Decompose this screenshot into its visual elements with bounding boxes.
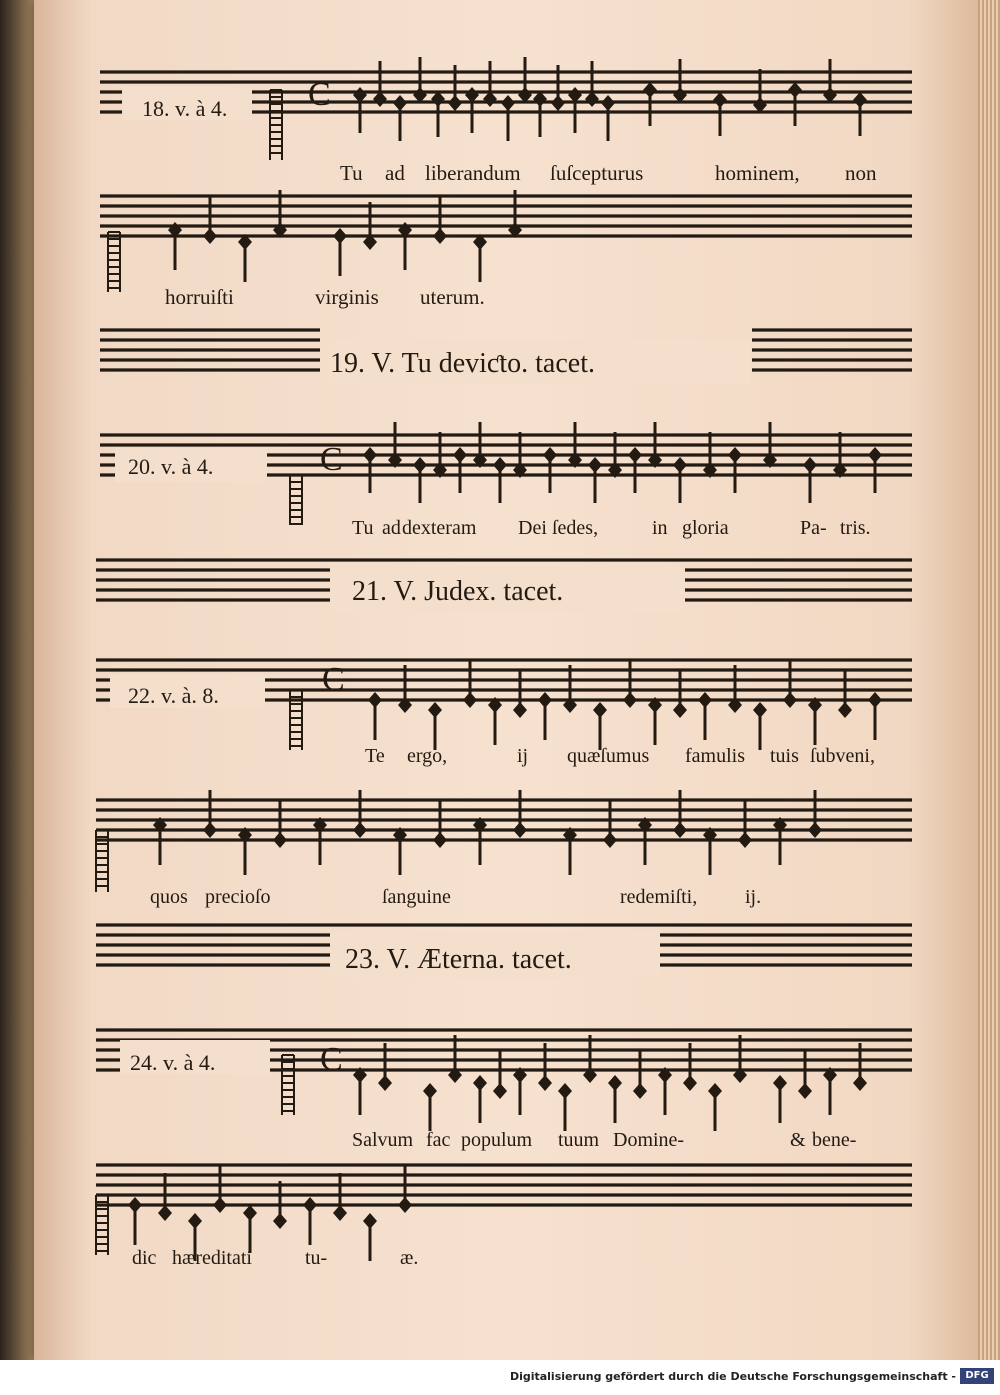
- section-label-20: 20. v. à 4.: [128, 454, 214, 479]
- svg-text:fac: fac: [426, 1129, 451, 1151]
- svg-text:famulis: famulis: [685, 745, 745, 767]
- svg-text:gloria: gloria: [682, 517, 729, 539]
- svg-text:æ.: æ.: [400, 1247, 419, 1269]
- svg-text:hæreditati: hæreditati: [172, 1247, 252, 1269]
- svg-text:dexteram: dexteram: [402, 517, 477, 539]
- lyrics-24: [352, 1129, 856, 1151]
- svg-text:ad: ad: [385, 161, 405, 185]
- lyrics-18b: [165, 285, 485, 309]
- svg-text:&: &: [790, 1129, 806, 1151]
- svg-text:dic: dic: [132, 1247, 157, 1269]
- svg-text:populum: populum: [461, 1129, 533, 1151]
- svg-text:horruiſti: horruiſti: [165, 285, 234, 309]
- footer-credit: Digitalisierung gefördert durch die Deutsche Forschungsgemeinschaft -: [509, 1370, 956, 1383]
- lyrics-24b: [132, 1247, 418, 1269]
- svg-text:hominem,: hominem,: [715, 161, 800, 185]
- staff-lines: [96, 72, 912, 1205]
- svg-text:ergo,: ergo,: [407, 745, 448, 767]
- svg-text:Dei: Dei: [518, 517, 547, 539]
- section-label-24: 24. v. à 4.: [130, 1050, 216, 1075]
- svg-text:ſuſcepturus: ſuſcepturus: [550, 161, 644, 185]
- svg-text:ij.: ij.: [745, 886, 762, 908]
- svg-text:ij: ij: [517, 745, 529, 767]
- svg-text:Pa-: Pa-: [800, 517, 827, 539]
- svg-text:quos: quos: [150, 886, 188, 908]
- svg-text:tu-: tu-: [305, 1247, 328, 1269]
- svg-text:quæſumus: quæſumus: [567, 745, 650, 767]
- svg-text:bene-: bene-: [812, 1129, 857, 1151]
- lyrics-18: [340, 161, 877, 185]
- mensuration-sign: C: [320, 441, 343, 478]
- svg-text:ſanguine: ſanguine: [382, 886, 451, 908]
- digitization-footer: [0, 1360, 1000, 1395]
- svg-text:liberandum: liberandum: [425, 161, 521, 185]
- svg-text:Salvum: Salvum: [352, 1129, 414, 1151]
- tacet-heading-19: 19. V. Tu deviƈto. tacet.: [330, 348, 595, 379]
- mensuration-sign: C: [308, 76, 331, 113]
- section-label-18: 18. v. à 4.: [142, 96, 228, 121]
- svg-text:tris.: tris.: [840, 517, 871, 539]
- svg-text:tuis: tuis: [770, 745, 799, 767]
- svg-text:in: in: [652, 517, 668, 539]
- mensuration-sign: C: [320, 1041, 343, 1078]
- lyrics-22: [365, 745, 875, 767]
- svg-text:ſubveni,: ſubveni,: [810, 745, 875, 767]
- svg-text:ad: ad: [382, 517, 401, 539]
- svg-text:Tu: Tu: [352, 517, 374, 539]
- svg-text:redemiſti,: redemiſti,: [620, 886, 698, 908]
- svg-text:non: non: [845, 161, 877, 185]
- svg-text:uterum.: uterum.: [420, 285, 485, 309]
- lyrics-22b: [150, 886, 761, 908]
- svg-text:Te: Te: [365, 745, 385, 767]
- mensuration-sign: C: [322, 661, 345, 698]
- dfg-logo: DFG: [960, 1368, 994, 1384]
- svg-text:Tu: Tu: [340, 161, 363, 185]
- svg-text:precioſo: precioſo: [205, 886, 271, 908]
- svg-text:Domine-: Domine-: [613, 1129, 685, 1151]
- tacet-heading-23: 23. V. Æterna. tacet.: [345, 944, 572, 975]
- svg-text:ſedes,: ſedes,: [552, 517, 599, 539]
- svg-text:tuum: tuum: [558, 1129, 600, 1151]
- tacet-heading-21: 21. V. Judex. tacet.: [352, 576, 564, 607]
- svg-text:virginis: virginis: [315, 285, 379, 309]
- section-label-22: 22. v. à. 8.: [128, 683, 219, 708]
- lyrics-20: [352, 517, 871, 539]
